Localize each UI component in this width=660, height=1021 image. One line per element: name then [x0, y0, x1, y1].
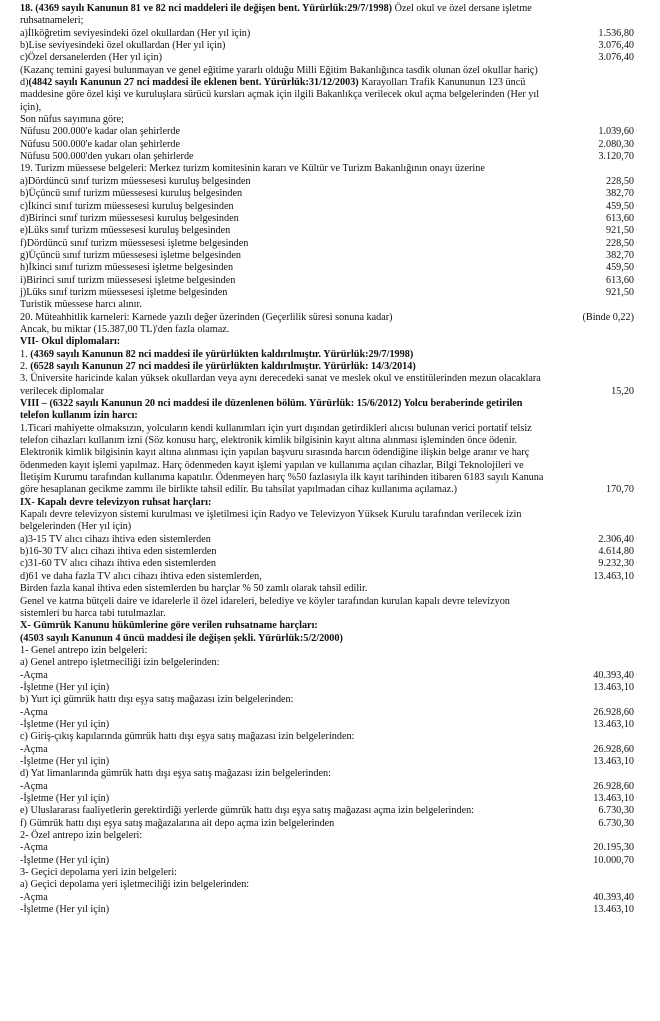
fee-line	[20, 818, 634, 830]
fee-line	[20, 731, 634, 743]
fee-line	[20, 558, 634, 570]
fee-line	[20, 299, 634, 311]
fee-amount: 459,50	[605, 262, 634, 274]
fee-line-text	[20, 250, 606, 262]
fee-line	[20, 349, 634, 361]
fee-line	[20, 867, 634, 879]
plain-text: Nüfusu 500.000'e kadar olan şehirlerde	[20, 138, 180, 150]
plain-text: -İşletme (Her yıl için)	[20, 681, 110, 693]
fee-line	[20, 386, 634, 398]
fee-line-text	[20, 484, 606, 496]
fee-line-text	[20, 262, 606, 274]
fee-amount: 26.928,60	[593, 780, 634, 792]
fee-line-text	[20, 15, 634, 27]
plain-text: -Açma	[20, 842, 48, 854]
plain-text: -Açma	[20, 706, 48, 718]
fee-line-text	[20, 657, 634, 669]
plain-text: -İşletme (Her yıl için)	[20, 793, 110, 804]
fee-line	[20, 719, 634, 731]
plain-text: f)Dördüncü sınıf turizm müessesesi işletme belgesinden	[20, 237, 249, 249]
bold-text: (4842 sayılı Kanunun 27 nci maddesi ile eklenen bent. Yürürlük:31/12/2003)	[28, 77, 359, 89]
fee-amount: 3.120,70	[598, 151, 634, 163]
plain-text: 19. Turizm müessese belgeleri: Merkez turizm komitesinin kararı ve Kültür ve Turizm Bakanlığının onayı üzerine	[20, 163, 485, 175]
fee-line	[20, 287, 634, 299]
plain-text: telefon cihazları kullanım izni (Söz konusu harç, elektronik kimlik bilgisinin kayıt altına alınması işleminden önce ödenir.	[20, 435, 518, 447]
fee-line	[20, 534, 634, 546]
fee-amount: 4.614,80	[598, 546, 634, 558]
fee-line-text	[20, 312, 583, 324]
plain-text: Turistik müessese harcı alınır.	[20, 299, 142, 311]
fee-line-text	[20, 324, 634, 336]
fee-amount: 40.393,40	[593, 669, 634, 681]
fee-amount: 921,50	[605, 225, 634, 237]
fee-line	[20, 435, 634, 447]
fee-line-text	[20, 731, 634, 743]
plain-text: a) Geçici depolama yeri işletmeciliği izin belgelerinden:	[20, 879, 250, 891]
fee-line-text	[20, 336, 634, 348]
fee-line	[20, 15, 634, 27]
fee-line	[20, 460, 634, 472]
fee-line-text	[20, 855, 593, 867]
fee-line	[20, 151, 634, 163]
fee-line-text	[20, 830, 634, 842]
fee-line	[20, 410, 634, 422]
plain-text: Özel okul ve özel dersane işletme	[392, 3, 532, 14]
fee-amount: 13.463,10	[593, 793, 634, 804]
fee-line	[20, 472, 634, 484]
fee-line	[20, 188, 634, 200]
fee-line	[20, 312, 634, 324]
fee-amount: 2.080,30	[598, 138, 634, 150]
plain-text: Elektronik kimlik bilgisinin kayıt altına alınması için yapılan başvuru sırasında harcın ödendiğine ilişkin belge aranır ve harç	[20, 447, 530, 459]
plain-text: c) Giriş-çıkış kapılarında gümrük hattı dışı eşya satış mağazası izin belgelerinden:	[20, 731, 355, 743]
fee-line-text	[20, 620, 634, 632]
fee-line-text	[20, 28, 598, 40]
fee-line-text	[20, 719, 593, 731]
bold-text: IX- Kapalı devre televizyon ruhsat harçları:	[20, 496, 212, 508]
plain-text: maddesine göre özel kişi ve kuruluşlara sürücü kursları açmak için ilgili Bakanlıkça verilecek okul açma belgelerinden (Her yıl	[20, 89, 540, 101]
fee-amount: 9.232,30	[598, 558, 634, 570]
fee-line-text	[20, 892, 593, 904]
plain-text: 2- Özel antrepo izin belgeleri:	[20, 830, 143, 842]
fee-line-text	[20, 447, 634, 459]
fee-line	[20, 102, 634, 114]
fee-amount: 613,60	[605, 212, 634, 224]
fee-line	[20, 89, 634, 101]
fee-line	[20, 3, 634, 15]
fee-line-text	[20, 608, 634, 620]
fee-line	[20, 768, 634, 780]
plain-text: için),	[20, 101, 42, 113]
plain-text: Son nüfus sayımına göre;	[20, 114, 124, 126]
plain-text: Kapalı devre televizyon sistemi kurulması ve işletilmesi için Radyo ve Televizyon Yüksek Kurulu tarafından verilecek izin	[20, 509, 522, 521]
plain-text: (Kazanç temini gayesi bulunmayan ve genel eğitime yararlı olduğu Milli Eğitim Bakanlığınca tasdik olunan özel okullar hariç)	[20, 64, 538, 76]
fee-amount: 13.463,10	[593, 570, 634, 582]
fee-line	[20, 521, 634, 533]
fee-line	[20, 447, 634, 459]
fee-line-text	[20, 176, 606, 188]
fee-line	[20, 645, 634, 657]
plain-text: a)3-15 TV alıcı cihazı ihtiva eden sistemlerden	[20, 533, 211, 545]
fee-line-text	[20, 163, 634, 175]
plain-text: f) Gümrük hattı dışı eşya satış mağazalarına ait depo açma izin belgelerinden	[20, 817, 335, 829]
bold-text: VIII – (6322 sayılı Kanunun 20 nci maddesi ile düzenlenen bölüm. Yürürlük: 15/6/2012) Yolcu beraberinde getirilen	[20, 398, 523, 409]
fee-line	[20, 608, 634, 620]
plain-text: -İşletme (Her yıl için)	[20, 755, 110, 767]
plain-text: Ancak, bu miktar (15.387,00 TL)'den fazla olamaz.	[20, 323, 230, 335]
fee-amount: 459,50	[605, 200, 634, 212]
fee-line	[20, 855, 634, 867]
fee-line	[20, 546, 634, 558]
fee-line-text	[20, 89, 634, 101]
plain-text: belgelerinden (Her yıl için)	[20, 521, 132, 533]
fee-amount: 26.928,60	[593, 706, 634, 718]
fee-line-text	[20, 558, 598, 570]
fee-amount: 40.393,40	[593, 891, 634, 903]
plain-text: j)Lüks sınıf turizm müessesesi işletme belgesinden	[20, 286, 228, 298]
fee-amount: 13.463,10	[593, 755, 634, 767]
fee-amount: 13.463,10	[593, 904, 634, 916]
fee-line-text	[20, 707, 593, 719]
bold-text: X- Gümrük Kanunu hükümlerine göre verilen ruhsatname harçları:	[20, 620, 318, 632]
plain-text: verilecek diplomalar	[20, 385, 105, 397]
fee-line	[20, 657, 634, 669]
fee-line-text	[20, 349, 634, 361]
bold-text: VII- Okul diplomaları:	[20, 336, 121, 348]
fee-line-text	[20, 126, 598, 138]
fee-amount: 3.076,40	[598, 52, 634, 64]
plain-text: -Açma	[20, 669, 48, 681]
fee-line-text	[20, 818, 598, 830]
fee-line-text	[20, 633, 634, 645]
plain-text: ödenmeden kayıt işlemi yapılmaz. Harç ödenmeden kayıt işlemi yapılan ve kullanıma açılan cihazlar, Bilgi Teknolojileri ve	[20, 459, 524, 471]
fee-line	[20, 904, 634, 916]
fee-amount: 15,20	[611, 385, 634, 397]
fee-line-text	[20, 497, 634, 509]
fee-amount: 382,70	[605, 249, 634, 261]
fee-line-text	[20, 423, 634, 435]
plain-text: İletişim Kurumu tarafından kullanıma kapatılır. Ödenmeyen harç %50 fazlasıyla ilk kayıt tarihinden itibaren 6183 sayılı Kanuna	[20, 472, 544, 484]
fee-line	[20, 892, 634, 904]
plain-text: 1.	[20, 348, 31, 360]
fee-line-text	[20, 756, 593, 768]
fee-line-text	[20, 65, 634, 77]
plain-text: d)61 ve daha fazla TV alıcı cihazı ihtiva eden sistemlerden,	[20, 570, 262, 582]
fee-amount: 921,50	[605, 286, 634, 298]
fee-line	[20, 40, 634, 52]
fee-line	[20, 262, 634, 274]
fee-line	[20, 509, 634, 521]
fee-line-text	[20, 904, 593, 916]
plain-text: -İşletme (Her yıl için)	[20, 718, 110, 730]
fee-line	[20, 571, 634, 583]
fee-line	[20, 484, 634, 496]
fee-line	[20, 842, 634, 854]
fee-line	[20, 114, 634, 126]
fee-line-text	[20, 201, 606, 213]
fee-line	[20, 201, 634, 213]
fee-line	[20, 163, 634, 175]
fee-amount: 6.730,30	[598, 817, 634, 829]
fee-line	[20, 620, 634, 632]
fee-amount: 3.076,40	[598, 40, 634, 52]
plain-text: d)Birinci sınıf turizm müessesesi kuruluş belgesinden	[20, 212, 239, 224]
plain-text: 1.Ticari mahiyette olmaksızın, yolcuların kendi kullanımları için yurt dışından getirdikleri alıcısı bulunan verici portatif telsiz	[20, 422, 532, 434]
plain-text: i)Birinci sınıf turizm müessesesi işletme belgesinden	[20, 274, 236, 286]
fee-line	[20, 250, 634, 262]
plain-text: d)	[20, 77, 29, 89]
fee-line	[20, 373, 634, 385]
plain-text: Nüfusu 200.000'e kadar olan şehirlerde	[20, 126, 180, 138]
fee-amount: (Binde 0,22)	[582, 311, 634, 323]
fee-line-text	[20, 77, 634, 89]
fee-line-text	[20, 386, 611, 398]
fee-amount: 13.463,10	[593, 718, 634, 730]
fee-line	[20, 213, 634, 225]
plain-text: -Açma	[20, 891, 48, 903]
plain-text: ruhsatnameleri;	[20, 15, 84, 27]
fee-line-text	[20, 373, 634, 385]
plain-text: Genel ve katma bütçeli daire ve idarelerle il özel idareleri, belediye ve köyler tarafından kurulan kapalı devre televizyon	[20, 595, 510, 607]
fee-line-text	[20, 151, 598, 163]
fee-amount: 26.928,60	[593, 743, 634, 755]
plain-text: a)İlköğretim seviyesindeki özel okullardan (Her yıl için)	[20, 27, 251, 39]
fee-line	[20, 225, 634, 237]
bold-text: (6528 sayılı Kanunun 27 nci maddesi ile yürürlükten kaldırılmıştır. Yürürlük: 14/3/2014)	[30, 360, 416, 372]
fee-line-text	[20, 410, 634, 422]
plain-text: d) Yat limanlarında gümrük hattı dışı eşya satış mağazası izin belgelerinden:	[20, 768, 331, 780]
plain-text: 1- Genel antrepo izin belgeleri:	[20, 644, 148, 656]
fee-line-text	[20, 781, 593, 793]
fee-line	[20, 65, 634, 77]
fee-line	[20, 423, 634, 435]
plain-text: b) Yurt içi gümrük hattı dışı eşya satış mağazası izin belgelerinden:	[20, 694, 294, 706]
bold-text: 18. (4369 sayılı Kanunun 81 ve 82 nci maddeleri ile değişen bent. Yürürlük:29/7/1998)	[20, 3, 393, 14]
fee-line-text	[20, 583, 634, 595]
fee-line-text	[20, 694, 634, 706]
bold-text: (4369 sayılı Kanunun 82 nci maddesi ile yürürlükten kaldırılmıştır. Yürürlük:29/7/1998)	[30, 348, 414, 360]
plain-text: göre hesaplanan gecikme zammı ile birlikte tahsil edilir. Bu tahsilat yapılmadan cihaz kullanıma açılamaz.)	[20, 484, 458, 496]
fee-line-text	[20, 879, 634, 891]
fee-amount: 228,50	[605, 237, 634, 249]
fee-line-text	[20, 744, 593, 756]
fee-line	[20, 596, 634, 608]
fee-line-text	[20, 670, 593, 682]
fee-line-text	[20, 435, 634, 447]
fee-line-text	[20, 188, 606, 200]
fee-line-text	[20, 682, 593, 694]
plain-text: sistemleri bu harca tabi tutulmazlar.	[20, 607, 166, 619]
fee-line	[20, 682, 634, 694]
fee-line	[20, 879, 634, 891]
fee-line	[20, 633, 634, 645]
plain-text: Birden fazla kanal ihtiva eden sistemlerden bu harçlar % 50 zamlı olarak tahsil edilir.	[20, 583, 368, 595]
fee-line-text	[20, 521, 634, 533]
fee-amount: 6.730,30	[598, 805, 634, 817]
bold-text: (4503 sayılı Kanunun 4 üncü maddesi ile değişen şekli. Yürürlük:5/2/2000)	[20, 632, 343, 644]
fee-amount: 2.306,40	[598, 533, 634, 545]
fee-line	[20, 497, 634, 509]
fee-line	[20, 238, 634, 250]
plain-text: b)Lise seviyesindeki özel okullardan (Her yıl için)	[20, 40, 226, 52]
fee-line	[20, 744, 634, 756]
fee-line-text	[20, 361, 634, 373]
fee-line-text	[20, 596, 634, 608]
plain-text: e) Uluslararası faaliyetlerin gerektirdiği yerlerde gümrük hattı dışı eşya satış mağazası açma izin belgelerinden:	[20, 805, 475, 817]
fee-amount: 10.000,70	[593, 854, 634, 866]
fee-line	[20, 28, 634, 40]
plain-text: -İşletme (Her yıl için)	[20, 854, 110, 866]
fee-line-text	[20, 867, 634, 879]
fee-line	[20, 670, 634, 682]
plain-text: c)31-60 TV alıcı cihazı ihtiva eden sistemlerden	[20, 558, 216, 570]
fee-line-text	[20, 534, 598, 546]
plain-text: g)Üçüncü sınıf turizm müessesesi işletme belgesinden	[20, 249, 241, 261]
fee-line-text	[20, 842, 593, 854]
fee-line-text	[20, 52, 598, 64]
fee-line	[20, 781, 634, 793]
fee-line	[20, 275, 634, 287]
fee-line-text	[20, 114, 634, 126]
fee-line-text	[20, 460, 634, 472]
plain-text: -Açma	[20, 743, 48, 755]
plain-text: h)İkinci sınıf turizm müessesesi işletme belgesinden	[20, 262, 234, 274]
fee-line-text	[20, 546, 598, 558]
plain-text: a)Dördüncü sınıf turizm müessesesi kuruluş belgesinden	[20, 175, 251, 187]
bold-text: telefon kullanım izin harcı:	[20, 410, 138, 422]
plain-text: 3- Geçici depolama yeri izin belgeleri:	[20, 867, 177, 879]
plain-text: 3. Üniversite haricinde kalan yüksek okullardan veya aynı derecedeki sanat ve meslek okul ve enstitülerinden mezun olacaklara	[20, 373, 541, 385]
fee-line-text	[20, 509, 634, 521]
plain-text: b)16-30 TV alıcı cihazı ihtiva eden sistemlerden	[20, 546, 217, 558]
fee-line	[20, 324, 634, 336]
fee-line	[20, 756, 634, 768]
fee-amount: 20.195,30	[593, 842, 634, 854]
fee-line	[20, 694, 634, 706]
fee-line-text	[20, 275, 606, 287]
fee-line-text	[20, 645, 634, 657]
fee-amount: 228,50	[605, 175, 634, 187]
fee-line-text	[20, 213, 606, 225]
fee-line-text	[20, 139, 598, 151]
fee-line-text	[20, 571, 593, 583]
fee-line-text	[20, 225, 606, 237]
fee-line	[20, 77, 634, 89]
fee-line	[20, 139, 634, 151]
fee-amount: 382,70	[605, 188, 634, 200]
plain-text: e)Lüks sınıf turizm müessesesi kuruluş belgesinden	[20, 225, 231, 237]
fee-line-text	[20, 793, 593, 805]
plain-text: 2.	[20, 360, 31, 372]
fee-line-text	[20, 805, 598, 817]
fee-line	[20, 707, 634, 719]
fee-line	[20, 336, 634, 348]
fee-amount: 170,70	[605, 484, 634, 496]
fee-line-text	[20, 768, 634, 780]
fee-line	[20, 126, 634, 138]
fee-line-text	[20, 102, 634, 114]
plain-text: c)Özel dersanelerden (Her yıl için)	[20, 52, 162, 64]
plain-text: Karayolları Trafik Kanununun 123 üncü	[358, 77, 526, 89]
fee-line	[20, 583, 634, 595]
plain-text: -Açma	[20, 780, 48, 792]
fee-line-text	[20, 472, 634, 484]
fee-line-text	[20, 299, 634, 311]
plain-text: a) Genel antrepo işletmeciliği izin belgelerinden:	[20, 657, 220, 669]
fee-line	[20, 830, 634, 842]
fee-amount: 1.039,60	[598, 126, 634, 138]
fee-line-text	[20, 287, 606, 299]
fee-line	[20, 793, 634, 805]
fee-line	[20, 805, 634, 817]
plain-text: 20. Müteahhitlik karneleri: Karnede yazılı değer üzerinden (Geçerlilik süresi sonuna kadar)	[20, 311, 393, 323]
fee-line-text	[20, 3, 634, 15]
plain-text: c)İkinci sınıf turizm müessesesi kuruluş belgesinden	[20, 200, 234, 212]
fee-line	[20, 398, 634, 410]
fee-amount: 613,60	[605, 274, 634, 286]
fee-amount: 13.463,10	[593, 681, 634, 693]
fee-line	[20, 52, 634, 64]
fee-line	[20, 176, 634, 188]
fee-line-text	[20, 40, 598, 52]
plain-text: Nüfusu 500.000'den yukarı olan şehirlerde	[20, 151, 194, 163]
fee-line-text	[20, 398, 634, 410]
plain-text: -İşletme (Her yıl için)	[20, 904, 110, 916]
plain-text: b)Üçüncü sınıf turizm müessesesi kuruluş belgesinden	[20, 188, 243, 200]
fee-line-text	[20, 238, 606, 250]
fee-amount: 1.536,80	[598, 27, 634, 39]
fee-line	[20, 361, 634, 373]
